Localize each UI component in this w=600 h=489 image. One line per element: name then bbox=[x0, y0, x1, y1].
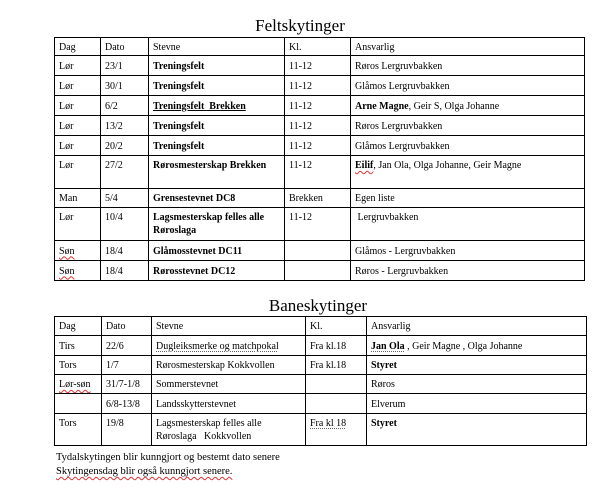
cell-dag: Lør bbox=[55, 156, 101, 189]
header-ansvarlig: Ansvarlig bbox=[367, 317, 587, 336]
cell-ansvarlig bbox=[351, 56, 585, 76]
cell-kl: 11-12 bbox=[285, 208, 351, 241]
cell-dato: 27/2 bbox=[101, 156, 149, 189]
cell-stevne: Treningsfelt Brekken bbox=[149, 96, 285, 116]
cell-stevne: Dugleiksmerke og matchpokal bbox=[152, 336, 306, 356]
cell-kl: 11-12 bbox=[285, 56, 351, 76]
cell-dato: 22/6 bbox=[102, 336, 152, 356]
ansvarlig-text: Glåmos Lergruvbakken bbox=[355, 140, 450, 152]
cell-stevne: Landsskytterstevnet bbox=[152, 394, 306, 414]
ansvarlig-text: Glåmos Lergruvbakken bbox=[355, 80, 450, 92]
note-line: Skytingensdag blir også kunngjort senere. bbox=[56, 466, 233, 477]
table-row bbox=[55, 136, 585, 156]
cell-ansvarlig bbox=[367, 336, 587, 356]
ansvarlig-text: , Geir Magne , Olga Johanne bbox=[404, 340, 523, 352]
cell-dag: Lør bbox=[55, 96, 101, 116]
table-row bbox=[55, 56, 585, 76]
cell-dag: Tors bbox=[55, 414, 102, 446]
feltskytinger-table bbox=[54, 37, 585, 281]
cell-stevne: Lagsmesterskap felles alle Røroslaga Kokkvollen bbox=[152, 414, 306, 446]
ansvarlig-responsible: Styret bbox=[371, 360, 397, 371]
cell-dato: 18/4 bbox=[101, 241, 149, 261]
baneskytinger-title: Baneskytinger bbox=[268, 296, 368, 315]
cell-dato: 20/2 bbox=[101, 136, 149, 156]
cell-kl: 11-12 bbox=[285, 136, 351, 156]
header-kl: Kl. bbox=[306, 317, 367, 336]
cell-dato: 31/7-1/8 bbox=[102, 375, 152, 394]
cell-ansvarlig bbox=[367, 375, 587, 394]
table-row bbox=[55, 261, 585, 281]
cell-dag: Lør-søn bbox=[55, 375, 102, 394]
ansvarlig-text: , Geir S, Olga Johanne bbox=[408, 100, 500, 112]
table-row bbox=[55, 116, 585, 136]
cell-dato: 10/4 bbox=[101, 208, 149, 241]
cell-dag: Man bbox=[55, 189, 101, 208]
ansvarlig-responsible: Styret bbox=[371, 418, 397, 429]
baneskytinger-table bbox=[54, 316, 587, 446]
table-row bbox=[55, 96, 585, 116]
cell-ansvarlig bbox=[351, 116, 585, 136]
ansvarlig-responsible: Eilif bbox=[355, 160, 374, 171]
ansvarlig-text: Røros Lergruvbakken bbox=[355, 60, 443, 72]
cell-kl: Fra kl 18 bbox=[306, 414, 367, 446]
table-header-row bbox=[55, 38, 585, 56]
cell-stevne: Rørosmesterskap Kokkvollen bbox=[152, 356, 306, 375]
cell-dag: Lør bbox=[55, 136, 101, 156]
cell-stevne: Treningsfelt bbox=[149, 76, 285, 96]
cell-dato: 23/1 bbox=[101, 56, 149, 76]
cell-dag: Lør bbox=[55, 208, 101, 241]
ansvarlig-text: Røros - Lergruvbakken bbox=[355, 265, 449, 277]
cell-ansvarlig bbox=[367, 414, 587, 446]
cell-dato: 18/4 bbox=[101, 261, 149, 281]
cell-dato: 30/1 bbox=[101, 76, 149, 96]
header-stevne: Stevne bbox=[149, 38, 285, 56]
cell-dag: Lør bbox=[55, 56, 101, 76]
ansvarlig-text: Elverum bbox=[371, 398, 406, 410]
ansvarlig-responsible: Arne Magne bbox=[355, 100, 409, 112]
cell-dato: 19/8 bbox=[102, 414, 152, 446]
header-kl: Kl. bbox=[285, 38, 351, 56]
ansvarlig-text: Glåmos - Lergruvbakken bbox=[355, 245, 456, 257]
cell-ansvarlig bbox=[351, 208, 585, 241]
cell-ansvarlig bbox=[351, 189, 585, 208]
cell-ansvarlig bbox=[351, 76, 585, 96]
header-dag: Dag bbox=[55, 38, 101, 56]
cell-dag: Tirs bbox=[55, 336, 102, 356]
cell-stevne: Lagsmesterskap felles alle Røroslaga bbox=[149, 208, 285, 241]
cell-kl: 11-12 bbox=[285, 156, 351, 189]
table-row bbox=[55, 156, 585, 189]
ansvarlig-text: , Jan Ola, Olga Johanne, Geir Magne bbox=[373, 160, 522, 171]
cell-ansvarlig bbox=[351, 136, 585, 156]
cell-kl bbox=[285, 261, 351, 281]
cell-dag: Lør bbox=[55, 76, 101, 96]
table-row bbox=[55, 375, 587, 394]
cell-kl: 11-12 bbox=[285, 116, 351, 136]
cell-stevne: Rørosmesterskap Brekken bbox=[149, 156, 285, 189]
cell-kl: Fra kl.18 bbox=[306, 336, 367, 356]
cell-dato: 1/7 bbox=[102, 356, 152, 375]
cell-dato: 6/2 bbox=[101, 96, 149, 116]
cell-ansvarlig bbox=[351, 96, 585, 116]
table-row bbox=[55, 76, 585, 96]
cell-kl: 11-12 bbox=[285, 96, 351, 116]
ansvarlig-text: Røros bbox=[371, 379, 395, 390]
cell-kl: Brekken bbox=[285, 189, 351, 208]
cell-stevne: Treningsfelt bbox=[149, 116, 285, 136]
cell-stevne: Treningsfelt bbox=[149, 136, 285, 156]
feltskytinger-title: Feltskytinger bbox=[255, 16, 345, 35]
cell-dato: 6/8-13/8 bbox=[102, 394, 152, 414]
note-line: Tydalskytingen blir kunngjort og bestemt dato senere bbox=[56, 452, 280, 463]
ansvarlig-text: Egen liste bbox=[355, 193, 395, 204]
table-row bbox=[55, 241, 585, 261]
cell-ansvarlig bbox=[367, 394, 587, 414]
header-dato: Dato bbox=[102, 317, 152, 336]
cell-dag: Søn bbox=[55, 241, 101, 261]
table-header-row bbox=[55, 317, 587, 336]
cell-kl: Fra kl.18 bbox=[306, 356, 367, 375]
cell-dato: 5/4 bbox=[101, 189, 149, 208]
cell-dag bbox=[55, 394, 102, 414]
cell-ansvarlig bbox=[351, 241, 585, 261]
ansvarlig-responsible: Jan Ola bbox=[371, 340, 405, 352]
cell-ansvarlig bbox=[351, 261, 585, 281]
cell-ansvarlig bbox=[367, 356, 587, 375]
table-row bbox=[55, 414, 587, 446]
cell-stevne: Glåmosstevnet DC11 bbox=[149, 241, 285, 261]
cell-kl bbox=[285, 241, 351, 261]
table-row bbox=[55, 336, 587, 356]
header-dato: Dato bbox=[101, 38, 149, 56]
header-stevne: Stevne bbox=[152, 317, 306, 336]
table-row bbox=[55, 189, 585, 208]
cell-dag: Tors bbox=[55, 356, 102, 375]
cell-dato: 13/2 bbox=[101, 116, 149, 136]
ansvarlig-text: Røros Lergruvbakken bbox=[355, 120, 443, 132]
table-row bbox=[55, 208, 585, 241]
cell-stevne: Grensestevnet DC8 bbox=[149, 189, 285, 208]
cell-dag: Søn bbox=[55, 261, 101, 281]
cell-kl bbox=[306, 375, 367, 394]
table-row bbox=[55, 356, 587, 375]
cell-stevne: Rørosstevnet DC12 bbox=[149, 261, 285, 281]
cell-kl: 11-12 bbox=[285, 76, 351, 96]
ansvarlig-text: Lergruvbakken bbox=[357, 212, 419, 223]
cell-stevne: Sommerstevnet bbox=[152, 375, 306, 394]
cell-dag: Lør bbox=[55, 116, 101, 136]
cell-stevne: Treningsfelt bbox=[149, 56, 285, 76]
table-row bbox=[55, 394, 587, 414]
cell-kl bbox=[306, 394, 367, 414]
notes bbox=[56, 451, 280, 479]
header-dag: Dag bbox=[55, 317, 102, 336]
header-ansvarlig: Ansvarlig bbox=[351, 38, 585, 56]
cell-ansvarlig bbox=[351, 156, 585, 189]
